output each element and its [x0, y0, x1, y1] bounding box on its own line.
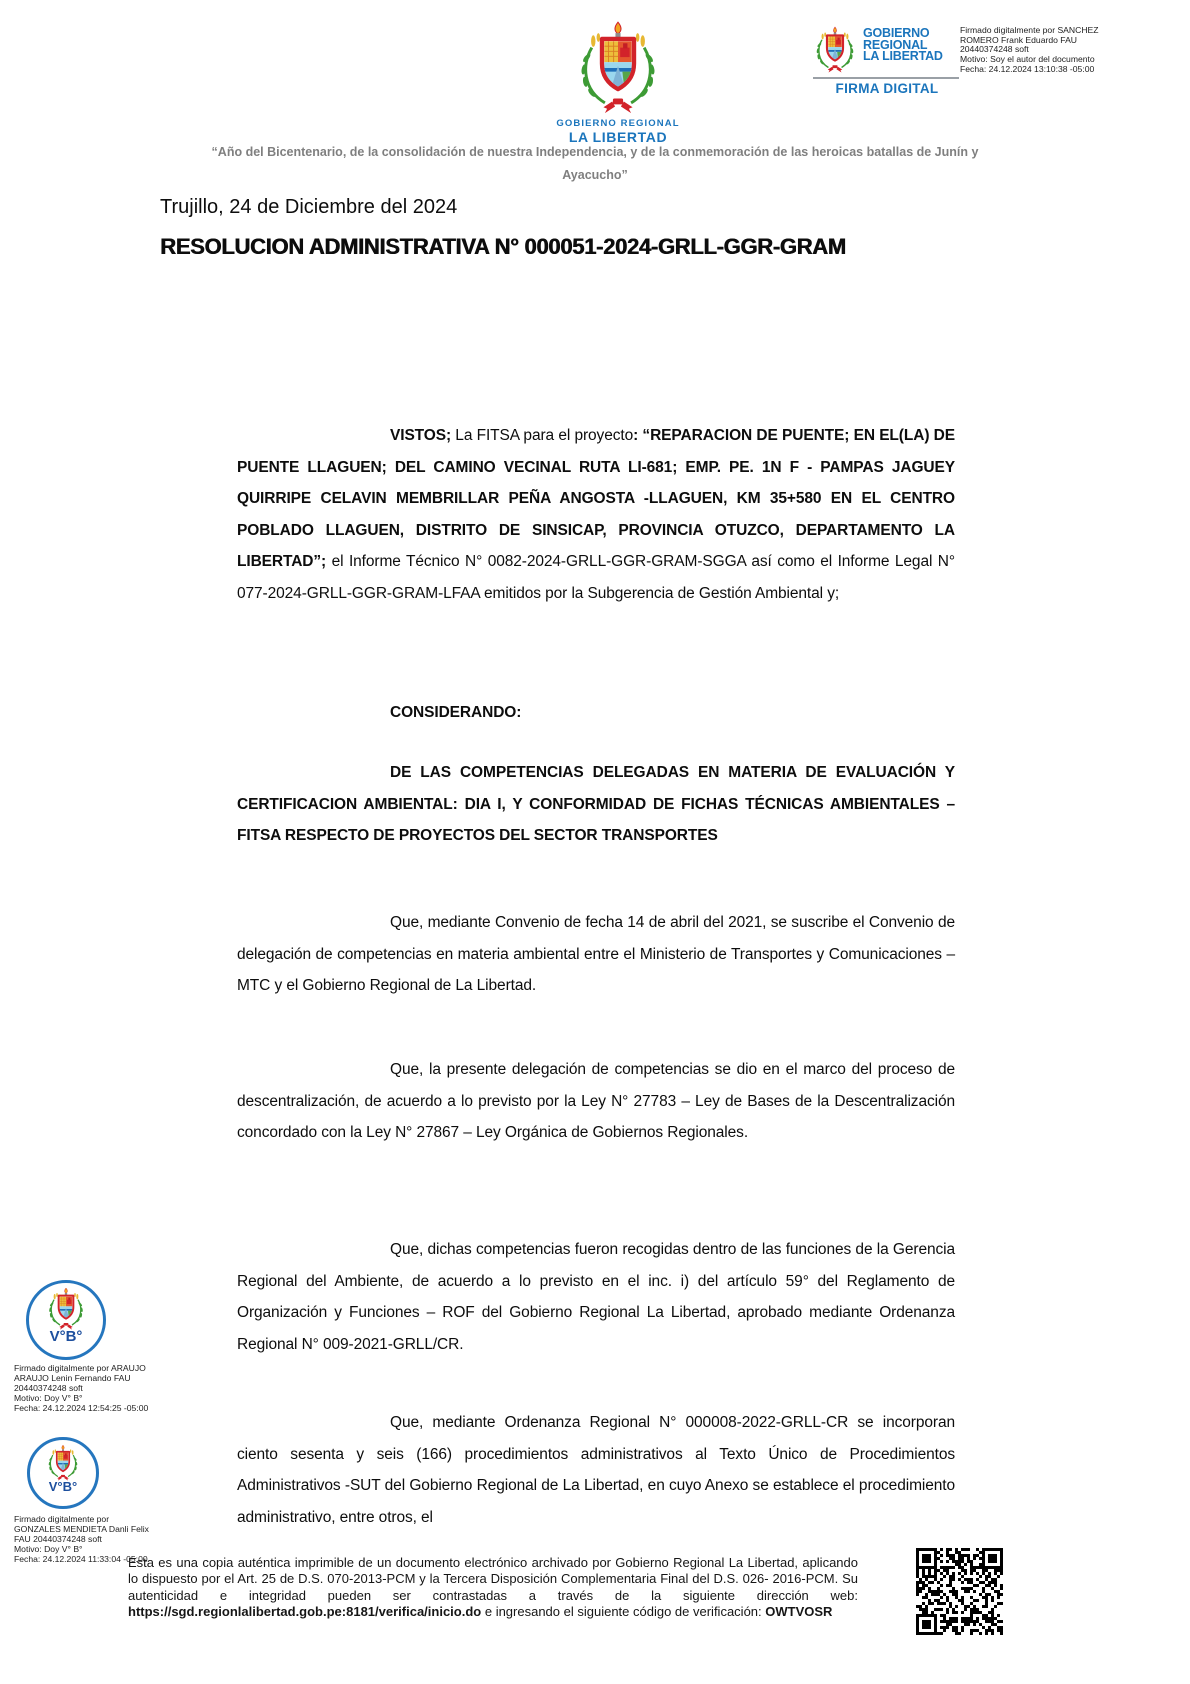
- signature-detail-line: Motivo: Soy el autor del documento: [960, 54, 1095, 65]
- signature-details: [960, 26, 1135, 75]
- org-name-large: LA LIBERTAD: [568, 129, 668, 145]
- stamp-detail-line: Motivo: Doy V° B°: [14, 1544, 83, 1554]
- motto-line-1: “Año del Bicentenario, de la consolidación de nuestra Independencia, y de la conmemoración de las heroicas batallas de Junín y: [211, 145, 979, 159]
- considerando-heading: CONSIDERANDO:: [390, 704, 522, 721]
- stamp-detail-line: 20440374248 soft: [14, 1383, 83, 1393]
- stamp-detail-line: FAU 20440374248 soft: [14, 1534, 102, 1544]
- paragraph-ordenanza: Que, mediante Ordenanza Regional N° 000008-2022-GRLL-CR se incorporan ciento sesenta y seis (166) procedimientos administrativos al Texto Único de Procedimientos Administrativos -SUT del Gobierno Regional de La Libertad, en cuyo Anexo se establece el procedimiento administrativo, entre otros, el: [237, 1414, 955, 1526]
- regional-government-logo: [518, 20, 718, 145]
- verification-footer: [128, 1555, 858, 1620]
- stamp-detail-line: Fecha: 24.12.2024 11:33:04 -05:00: [14, 1554, 148, 1564]
- signature-divider: [813, 77, 959, 79]
- paragraph-delegacion: Que, la presente delegación de competencias se dio en el marco del proceso de descentralización, de acuerdo a lo previsto por la Ley N° 27783 – Ley de Bases de la Descentralización concordado con la Ley N° 27867 – Ley Orgánica de Gobiernos Regionales.: [237, 1061, 955, 1141]
- vistos-tail: el Informe Técnico N° 0082-2024-GRLL-GGR-GRAM-SGGA así como el Informe Legal N° 077-2024-GRLL-GGR-GRAM-LFAA emitidos por la Subgerencia de Gestión Ambiental y;: [237, 553, 955, 602]
- place-date-line: Trujillo, 24 de Diciembre del 2024: [160, 196, 458, 218]
- coat-of-arms-mini-icon: [813, 26, 857, 74]
- signature-brand: [863, 28, 943, 63]
- vistos-project-name: : “REPARACION DE PUENTE; EN EL(LA) DE PUENTE LLAGUEN; DEL CAMINO VECINAL RUTA LI-681; EMP. PE. 1N F - PAMPAS JAGUEY QUIRRIPE CELAVIN MEMBRILLAR PEÑA ANGOSTA -LLAGUEN, KM 35+580 EN EL CENTRO POBLADO LLAGUEN, DISTRITO DE SINSICAP, PROVINCIA OTUZCO, DEPARTAMENTO LA LIBERTAD”;: [237, 427, 955, 570]
- verification-code: OWTVOSR: [765, 1603, 833, 1619]
- bicentenary-motto: [95, 141, 1095, 187]
- signature-detail-line: ROMERO Frank Eduardo FAU: [960, 34, 1078, 45]
- vb-stamp-text: V°B°: [49, 1328, 83, 1345]
- signature-detail-line: 20440374248 soft: [960, 44, 1029, 55]
- vistos-intro: La FITSA para el proyecto: [455, 427, 634, 444]
- vb-stamp-crest-icon: [46, 1444, 80, 1482]
- qr-code: [916, 1548, 1003, 1635]
- paragraph-convenio: Que, mediante Convenio de fecha 14 de abril del 2021, se suscribe el Convenio de delegación de competencias en materia ambiental entre el Ministerio de Transportes y Comunicaciones – MTC y el Gobierno Regional de La Libertad.: [237, 914, 955, 994]
- vb-stamp-gonzales: [27, 1437, 99, 1509]
- digital-signature-box: [813, 24, 1133, 100]
- stamp-detail-line: GONZALES MENDIETA Danli Felix: [14, 1524, 149, 1534]
- vb-stamp-crest-icon: [46, 1287, 86, 1331]
- footer-text-before-url: Esta es una copia auténtica imprimible de un documento electrónico archivado por Gobierno Regional La Libertad, aplicando lo dispuesto por el Art. 25 de D.S. 070-2013-PCM y la Tercera Disposición Complementaria Final del D.S. 026- 2016-PCM. Su autenticidad e integridad pueden ser contrastadas a través de la siguiente dirección web:: [128, 1555, 858, 1603]
- brand-line: GOBIERNO: [863, 26, 930, 40]
- signature-detail-line: Firmado digitalmente por SANCHEZ: [960, 25, 1099, 35]
- brand-line: REGIONAL: [863, 37, 928, 52]
- vistos-paragraph: [237, 420, 955, 609]
- stamp-detail-line: Fecha: 24.12.2024 12:54:25 -05:00: [14, 1403, 149, 1413]
- resolution-title: RESOLUCION ADMINISTRATIVA N° 000051-2024-GRLL-GGR-GRAM: [160, 234, 846, 259]
- stamp-detail-line: ARAUJO Lenin Fernando FAU: [14, 1373, 131, 1383]
- stamp-detail-line: Firmado digitalmente por ARAUJO: [14, 1363, 146, 1373]
- subject-heading: DE LAS COMPETENCIAS DELEGADAS EN MATERIA DE EVALUACIÓN Y CERTIFICACION AMBIENTAL: DIA I, Y CONFORMIDAD DE FICHAS TÉCNICAS AMBIENTALES – FITSA RESPECTO DE PROYECTOS DEL SECTOR TRANSPORTES: [237, 764, 955, 844]
- firma-digital-label: FIRMA DIGITAL: [835, 81, 939, 96]
- verification-url: https://sgd.regionlalibertad.gob.pe:8181/verifica/inicio.do: [128, 1603, 482, 1619]
- vb-stamp-text: V°B°: [48, 1479, 78, 1494]
- coat-of-arms-icon: [566, 20, 670, 116]
- footer-text-after-url: e ingresando el siguiente código de verificación:: [481, 1603, 766, 1619]
- brand-line: LA LIBERTAD: [863, 49, 943, 63]
- stamp-detail-line: Motivo: Doy V° B°: [14, 1393, 83, 1403]
- stamp-araujo-details: [14, 1363, 194, 1413]
- stamp-detail-line: Firmado digitalmente por: [14, 1514, 110, 1524]
- signature-detail-line: Fecha: 24.12.2024 13:10:38 -05:00: [960, 63, 1095, 74]
- paragraph-competencias: Que, dichas competencias fueron recogidas dentro de las funciones de la Gerencia Regional del Ambiente, de acuerdo a lo previsto en el inc. i) del artículo 59° del Reglamento de Organización y Funciones – ROF del Gobierno Regional La Libertad, aprobado mediante Ordenanza Regional N° 009-2021-GRLL/CR.: [237, 1241, 955, 1353]
- motto-line-2: Ayacucho”: [562, 168, 628, 182]
- org-name-small: GOBIERNO REGIONAL: [556, 118, 680, 129]
- vistos-lead: VISTOS;: [390, 427, 456, 444]
- vb-stamp-araujo: [26, 1280, 106, 1360]
